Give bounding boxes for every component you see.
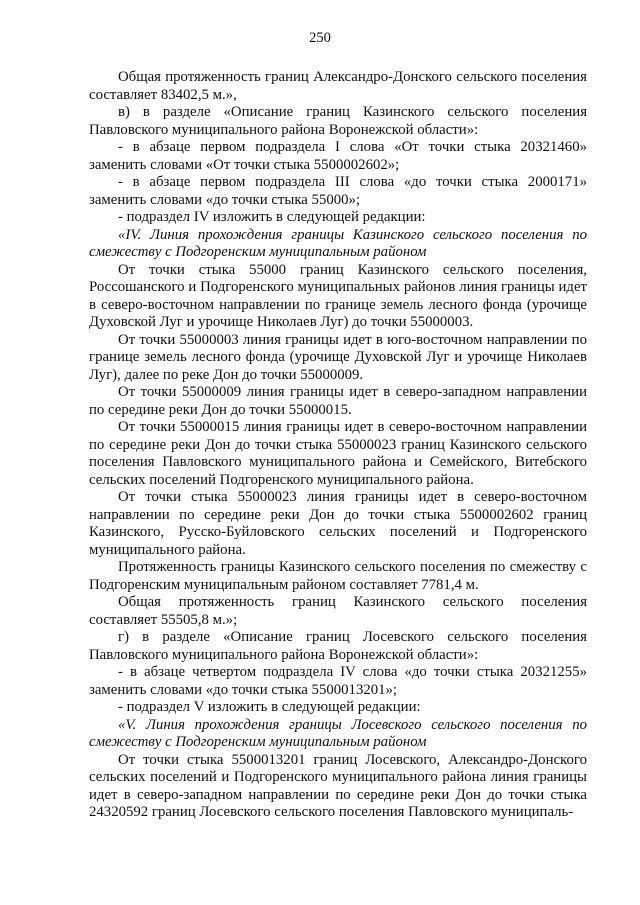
paragraph: - в абзаце четвертом подраздела IV слова «до точки стыка 20321255» заменить словами «до точки стыка 5500013201»; xyxy=(89,664,587,698)
paragraph: От точки 55000015 линия границы идет в северо-восточном направлении по середине реки Дон до точки стыка 55000023 границ Казинского сельского поселения Павловского муниципального района и Семейского, Витебского сельских поселений Подгоренского муниципального района. xyxy=(89,419,587,488)
paragraph: в) в разделе «Описание границ Казинского сельского поселения Павловского муниципального района Воронежской области»: xyxy=(89,104,587,138)
paragraph: «IV. Линия прохождения границы Казинского сельского поселения по смежеству с Подгоренским муниципальным районом xyxy=(89,226,587,260)
paragraph: От точки 55000003 линия границы идет в юго-восточном направлении по границе земель лесного фонда (урочище Духовской Луг и урочище Николаев Луг), далее по реке Дон до точки 55000009. xyxy=(89,331,587,383)
paragraph: Протяженность границы Казинского сельского поселения по смежеству с Подгоренским муниципальным районом составляет 7781,4 м. xyxy=(89,559,587,593)
paragraph: От точки 55000009 линия границы идет в северо-западном направлении по середине реки Дон до точки 55000015. xyxy=(89,384,587,418)
paragraph: - в абзаце первом подраздела I слова «От точки стыка 20321460» заменить словами «От точки стыка 5500002602»; xyxy=(89,139,587,173)
paragraph: Общая протяженность границ Александро-Донского сельского поселения составляет 83402,5 м.», xyxy=(89,69,587,103)
paragraph: г) в разделе «Описание границ Лосевского сельского поселения Павловского муниципального района Воронежской области»: xyxy=(89,629,587,663)
page-number: 250 xyxy=(309,30,331,46)
paragraph: Общая протяженность границ Казинского сельского поселения составляет 55505,8 м.»; xyxy=(89,594,587,628)
paragraph: От точки стыка 5500013201 границ Лосевского, Александро-Донского сельских поселений и Подгоренского муниципального района линия границы идет в северо-западном направлении по середине реки Дон до точки стыка 24320592 границ Лосевского сельского поселения Павловского муниципаль- xyxy=(89,751,587,820)
paragraph: - подраздел IV изложить в следующей редакции: xyxy=(118,209,426,225)
paragraph: От точки стыка 55000 границ Казинского сельского поселения, Россошанского и Подгоренского муниципальных районов линия границы идет в северо-восточном направлении по границе земель лесного фонда (урочище Духовской Луг и урочище Николаев Луг) до точки 55000003. xyxy=(89,261,587,330)
document-body xyxy=(89,69,587,822)
paragraph: «V. Линия прохождения границы Лосевского сельского поселения по смежеству с Подгоренским муниципальным районом xyxy=(89,716,587,750)
paragraph: - в абзаце первом подраздела III слова «до точки стыка 2000171» заменить словами «до точки стыка 55000»; xyxy=(89,174,587,208)
paragraph: От точки стыка 55000023 линия границы идет в северо-восточном направлении по середине реки Дон до точки стыка 5500002602 границ Казинского, Русско-Буйловского сельских поселений и Подгоренского муниципального района. xyxy=(89,489,587,558)
paragraph: - подраздел V изложить в следующей редакции: xyxy=(118,699,421,715)
